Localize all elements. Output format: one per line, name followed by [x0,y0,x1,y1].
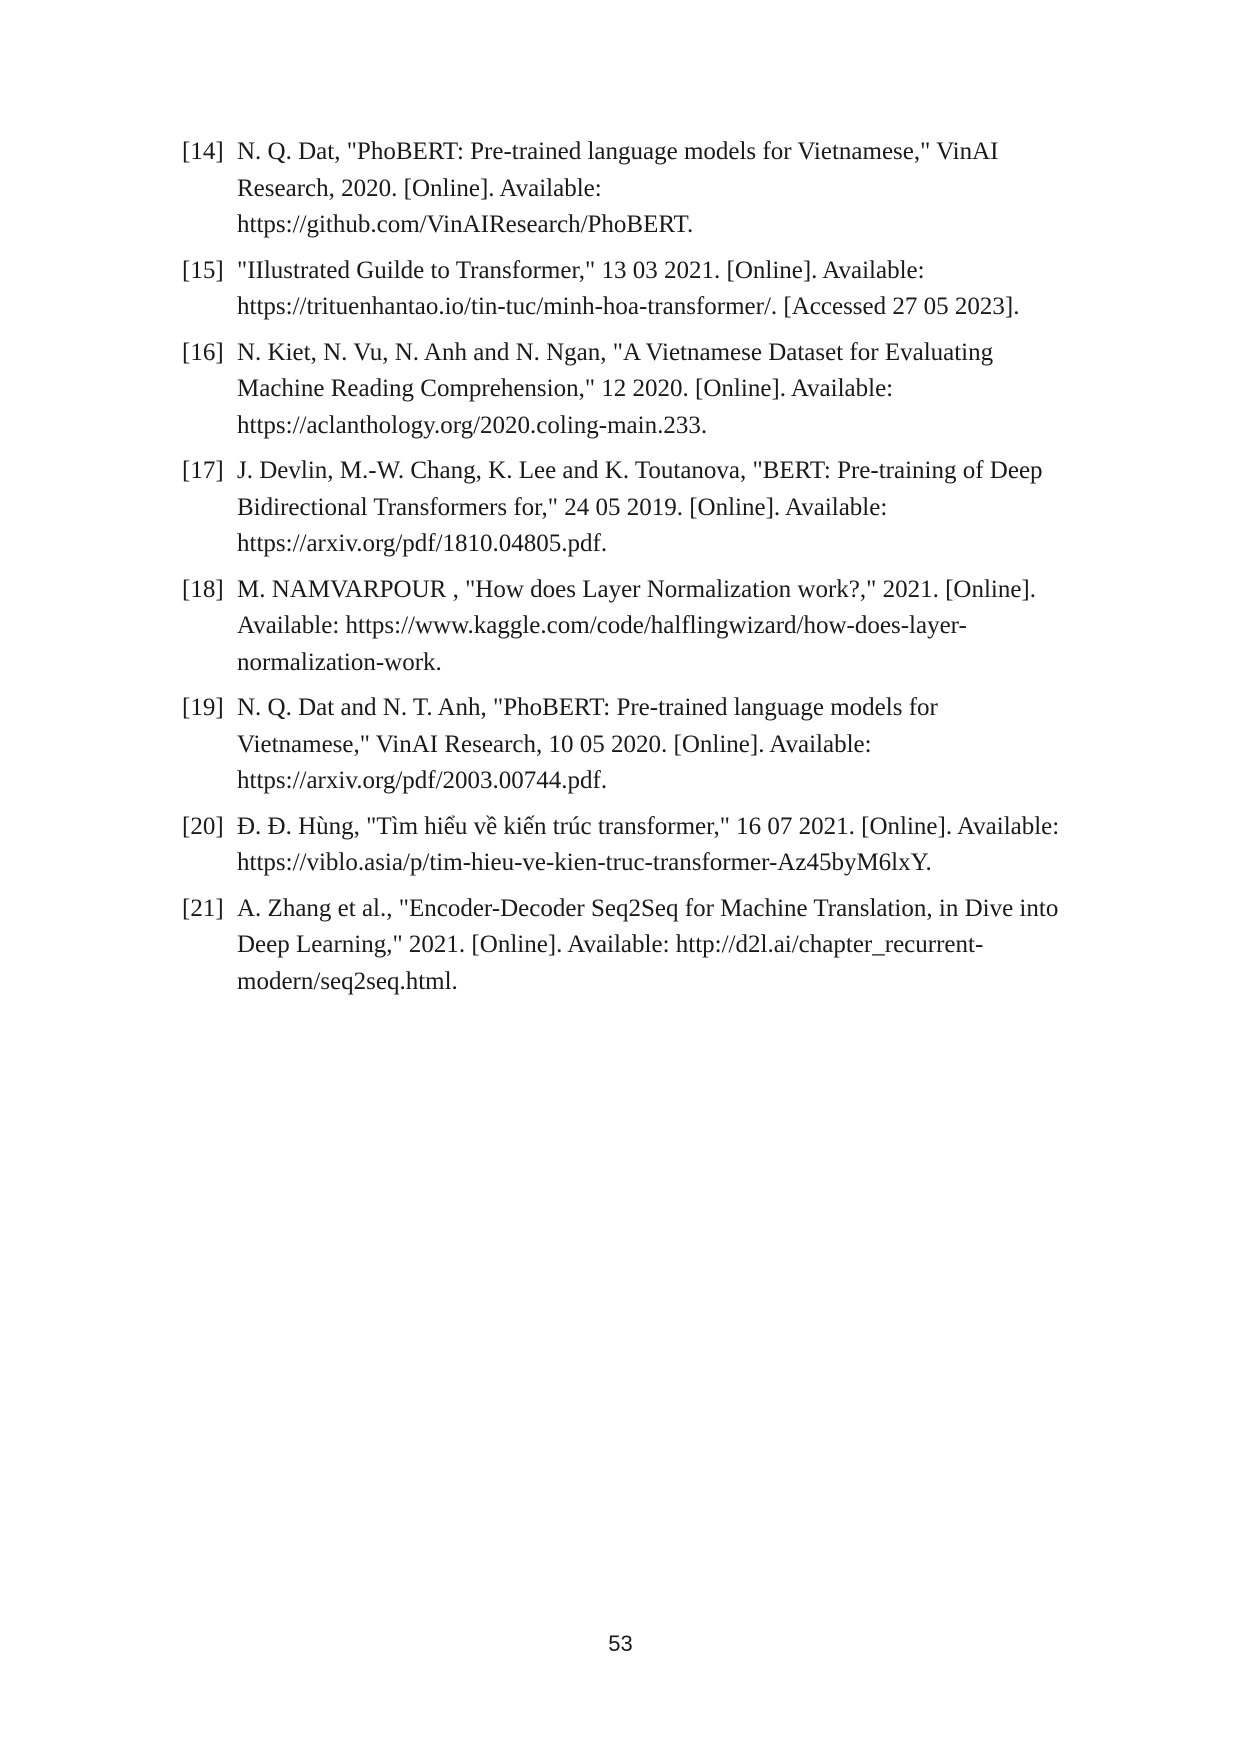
reference-label: [19] [182,694,224,721]
reference-label: [14] [182,138,224,165]
reference-entry [182,891,1142,1001]
reference-text: N. Kiet, N. Vu, N. Anh and N. Ngan, "A Vietnamese Dataset for Evaluating Machine Reading Comprehension," 12 2020. [Online]. Available: https://aclanthology.org/2020.coling-main.233. [237,338,994,439]
reference-label: [18] [182,575,224,603]
reference-text: "IIlustrated Guilde to Transformer," 13 03 2021. [Online]. Available: https://trituenhantao.io/tin-tuc/minh-hoa-transformer/. [Accessed 27 05 2023]. [237,256,1020,320]
reference-text: N. Q. Dat, "PhoBERT: Pre-trained language models for Vietnamese," VinAI Research, 2020. [Online]. Available: https://github.com/VinAIResearch/PhoBERT. [237,138,999,238]
reference-entry [182,453,1142,563]
reference-entry [182,809,1142,882]
reference-label: [17] [182,457,224,484]
reference-text: N. Q. Dat and N. T. Anh, "PhoBERT: Pre-trained language models for Vietnamese," VinAI Research, 10 05 2020. [Online]. Available: https://arxiv.org/pdf/2003.00744.pdf. [237,694,938,794]
reference-entry [182,690,1142,800]
reference-entry [182,134,1142,244]
reference-text: M. NAMVARPOUR , "How does Layer Normalization work?," 2021. [Online]. Available: https://www.kaggle.com/code/halflingwizard/how-does-layer- normalization-work. [237,575,1037,676]
reference-entry [182,572,1142,682]
reference-label: [15] [182,256,224,284]
reference-list [182,134,1142,1009]
reference-entry [182,335,1142,445]
reference-text: J. Devlin, M.-W. Chang, K. Lee and K. Toutanova, "BERT: Pre-training of Deep Bidirectional Transformers for," 24 05 2019. [Online]. Available: https://arxiv.org/pdf/1810.04805.pdf. [237,457,1043,557]
reference-label: [16] [182,338,224,366]
reference-text: A. Zhang et al., "Encoder-Decoder Seq2Seq for Machine Translation, in Dive into Deep Learning," 2021. [Online]. Available: http://d2l.ai/chapter_recurrent- modern/seq2seq.html. [237,894,1059,995]
reference-entry [182,253,1142,326]
reference-text: Đ. Đ. Hùng, "Tìm hiểu về kiến trúc transformer," 16 07 2021. [Online]. Available: https://viblo.asia/p/tim-hieu-ve-kien-truc-transformer-Az45byM6lxY. [237,812,1060,876]
reference-label: [20] [182,812,224,840]
page-number: 53 [608,1631,633,1656]
reference-label: [21] [182,894,224,922]
